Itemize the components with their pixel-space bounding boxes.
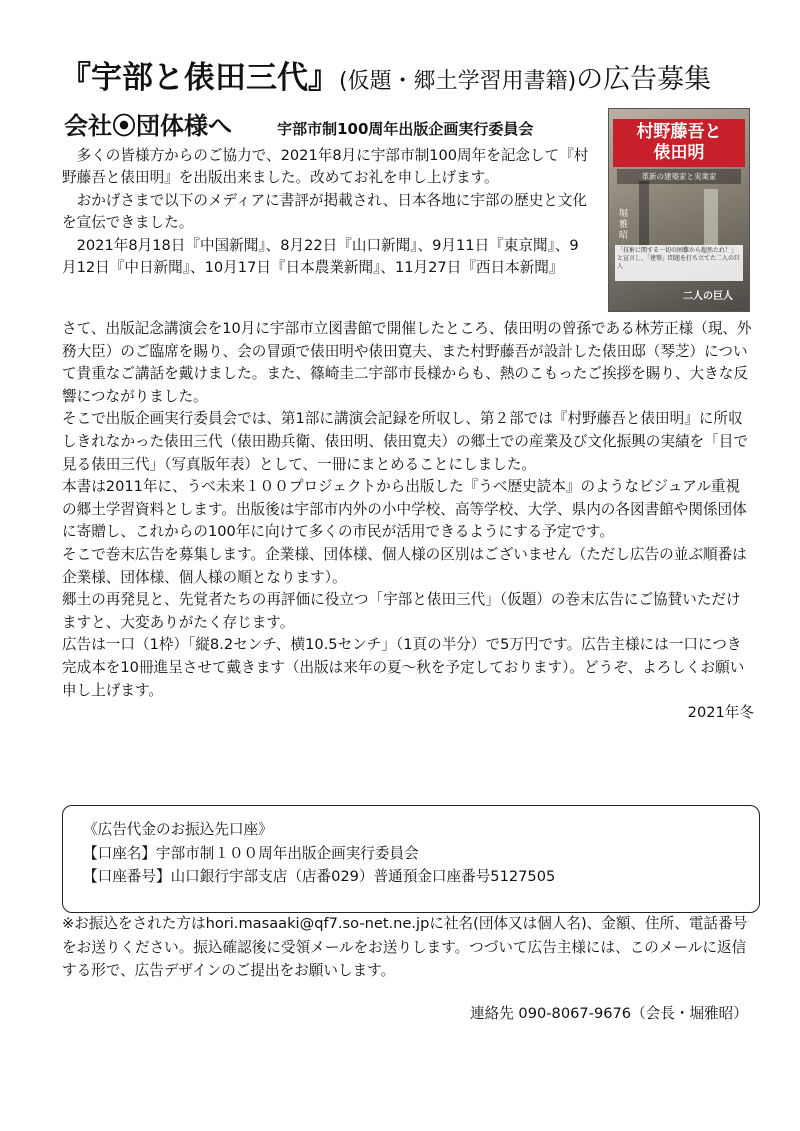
body-paragraph: さて、出版記念講演会を10月に宇部市立図書館で開催したところ、俵田明の曾孫である林芳正様（現、外務大臣）のご臨席を賜り、会の冒頭で俵田明や俵田寛夫、また村野藤吾が設計した俵田邸（琴芝）について貴重なご講話を戴けました。また、篠崎圭二宇部市長様からも、熱のこもったご挨拶を賜り、大きな反響につながりました。 <box>62 320 752 405</box>
body-paragraph: 広告は一口（1枠）「縦8.2センチ、横10.5センチ」（1頁の半分）で5万円です。広告主様には一口につき完成本を10冊進呈させて戴きます（出版は来年の夏～秋を予定しております）。どうぞ、よろしくお願い申し上げます。 <box>62 636 745 699</box>
cover-photo-shape <box>639 181 649 251</box>
page-title <box>60 52 760 97</box>
book-tagline: 二人の巨人 <box>683 291 733 302</box>
cover-photo-shape <box>704 189 718 249</box>
book-title-line: 俵田明 <box>653 143 705 163</box>
book-cover-image <box>608 108 750 312</box>
book-title-line: 村野藤吾と <box>636 122 722 142</box>
intro-paragraph: おかげさまで以下のメディアに書評が掲載され、日本各地に宇部の歴史と文化を宣伝できました。 <box>62 191 588 232</box>
account-heading: 《広告代金のお振込先口座》 <box>83 821 273 838</box>
book-blurb: 「技術に関する一切の困難から超然たれ！」と宣言し、「建築」問題を打ち立てた二人の巨人 <box>615 245 743 281</box>
addressee: 会社⦿団体様へ <box>64 112 232 140</box>
body-paragraph: 本書は2011年に、うべ未来１００プロジェクトから出版した『うべ歴史読本』のようなビジュアル重視の郷土学習資料とします。出版後は宇部市内外の小中学校、高等学校、大学、県内の各図書館や関係団体に寄贈し、これからの100年に向けて多くの市民が活用できるようにする予定です。 <box>62 478 747 541</box>
body-paragraph: 郷土の再発見と、先覚者たちの再評価に役立つ「宇部と俵田三代」（仮題）の巻末広告にご協賛いただけますと、大変ありがたく存じます。 <box>62 591 741 631</box>
body-paragraph: そこで出版企画実行委員会では、第1部に講演会記録を所収し、第２部では『村野藤吾と俵田明』に所収しきれなかった俵田三代（俵田勘兵衛、俵田明、俵田寛夫）の郷土での産業及び文化振興の実績を「目で見る俵田三代」（写真版年表）として、一冊にまとめることにしました。 <box>62 410 748 473</box>
body-text <box>62 318 754 725</box>
title-main: 『宇部と俵田三代』 <box>60 60 339 96</box>
note-text: ※お振込をされた方はhori.masaaki@qf7.so-net.ne.jpに社名(団体又は個人名)、金額、住所、電話番号をお送りください。振込確認後に受領メールをお送りします。つづいて広告主様には、このメールに返信する形で、広告デザインのご提出をお願いします。 <box>62 915 748 979</box>
account-info-box <box>62 805 760 913</box>
account-number: 【口座番号】山口銀行宇部支店（店番029）普通預金口座番号5127505 <box>83 868 556 885</box>
date-label: 2021年冬 <box>687 704 754 722</box>
title-sub: (仮題・郷土学習用書籍) <box>339 69 577 94</box>
subheading <box>64 106 533 141</box>
body-paragraph: そこで巻末広告を募集します。企業様、団体様、個人様の区別はございません（ただし広告の並ぶ順番は企業様、団体様、個人様の順となります）。 <box>62 545 747 586</box>
title-tail: の広告募集 <box>576 64 712 95</box>
intro-paragraph: 2021年8月18日『中国新聞』、8月22日『山口新聞』、9月11日『東京聞』、9月12日『中日新聞』、10月17日『日本農業新聞』、11月27日『西日本新聞』 <box>62 236 579 277</box>
book-title <box>613 119 745 167</box>
account-name: 【口座名】宇部市制１００周年出版企画実行委員会 <box>83 844 419 862</box>
book-subtitle: 革新の建築家と実業家 <box>617 169 741 184</box>
organizer-name: 宇部市制100周年出版企画実行委員会 <box>277 120 534 138</box>
book-author: 堀雅昭 <box>619 209 629 241</box>
intro-paragraph: 多くの皆様方からのご協力で、2021年8月に宇部市制100周年を記念して『村野藤吾と俵田明』を出版出来ました。改めてお礼を申し上げます。 <box>62 147 589 187</box>
contact-info: 連絡先 090-8067-9676（会長・堀雅昭） <box>470 1005 748 1022</box>
payment-note <box>62 912 754 983</box>
intro-text <box>62 145 592 279</box>
